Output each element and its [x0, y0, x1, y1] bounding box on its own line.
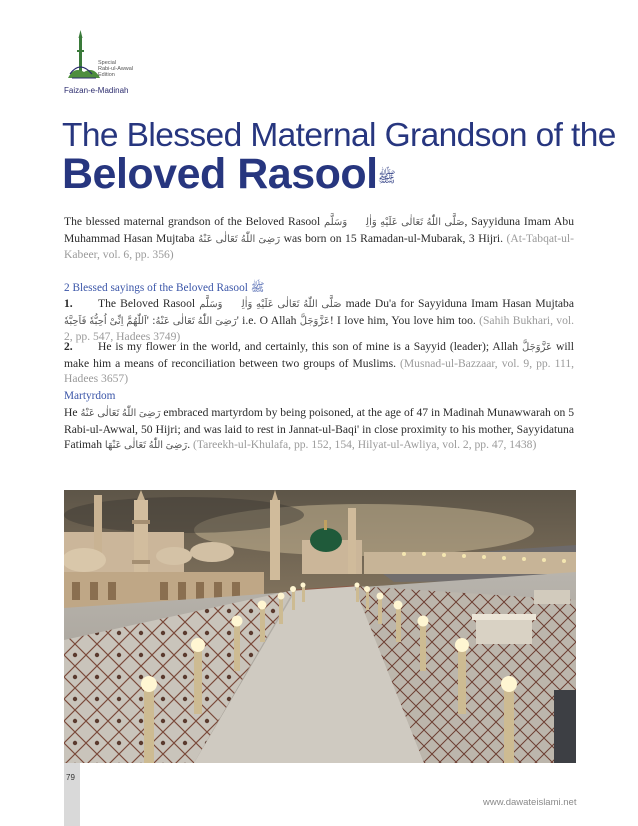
page-title-line1: The Blessed Maternal Grandson of the — [62, 117, 616, 154]
saying-1-text-1: The Beloved Rasool — [98, 297, 200, 310]
mosque-minaret-icon — [64, 30, 104, 88]
intro-text-1: The blessed maternal grandson of the Beloved Rasool — [64, 215, 324, 228]
intro-text-2: , Sayyiduna Imam Abu Muhammad Hasan Mujtaba — [64, 215, 574, 245]
saying-1-text-3: : ' — [146, 313, 156, 327]
intro-arabic-1: صَلَّى اللّٰهُ تَعَالٰى عَلَيْهِ وَاٰلِهٖ وَسَلَّم — [323, 217, 465, 228]
saying-1-text-5: ! I love him, You love him too. — [329, 313, 480, 327]
page-title-main: Beloved Rasool — [62, 150, 378, 198]
martyrdom-paragraph — [64, 405, 574, 454]
saying-1-arabic-1: صَلَّى اللّٰهُ تَعَالٰى عَلَيْهِ وَاٰلِهٖ وَسَلَّم — [199, 299, 342, 310]
saying-1-arabic-3: اَللّٰهُمَّ اِنِّىْ اُحِبُّهٗ فَاَحِبَّهٗ — [64, 315, 147, 327]
saying-1-text-2: made Du'a for Sayyiduna Imam Hasan Mujtaba — [341, 297, 575, 310]
intro-paragraph — [64, 214, 574, 263]
martyrdom-arabic-2: رَضِىَ اللّٰهُ تَعَالٰى عَنْهَا — [104, 440, 188, 452]
saying-2-reference: (Musnad-ul-Bazzaar, vol. 9, pp. 111, Hadees 3657) — [64, 356, 575, 386]
edition-tag — [98, 60, 133, 78]
intro-reference: (At-Tabqat-ul-Kabeer, vol. 6, pp. 356) — [64, 231, 574, 262]
saying-1-arabic-2: رَضِىَ اللّٰهُ تَعَالٰى عَنْهُ — [155, 315, 237, 327]
mosque-courtyard-illustration — [64, 490, 576, 763]
saying-number-2: 2. — [64, 340, 73, 353]
saying-1-arabic-4: عَزَّوَجَلَّ — [299, 315, 330, 327]
edition-tag-line3: Edition — [98, 72, 115, 78]
saying-item-1 — [64, 296, 574, 345]
martyrdom-heading: Martyrdom — [64, 390, 116, 402]
page-title-line2 — [62, 151, 602, 197]
edition-tag-line2: Rabi-ul-Awwal — [98, 66, 134, 72]
saying-1-text-4: ' i.e. O Allah — [236, 313, 300, 327]
martyrdom-text-3: . — [187, 438, 194, 452]
edition-tag-line1: Special — [98, 60, 117, 66]
martyrdom-reference: (Tareekh-ul-Khulafa, pp. 152, 154, Hilyat-ul-Awliya, vol. 2, pp. 47, 1438) — [193, 438, 537, 452]
martyrdom-text-1: He — [64, 406, 81, 419]
saying-1-reference: (Sahih Bukhari, vol. 2, pp. 547, Hadees 3749) — [64, 313, 574, 344]
sayings-heading-text: 2 Blessed sayings of the Beloved Rasool — [64, 282, 248, 294]
saying-2-text-2: will make him a means of reconciliation between two groups of Muslims. — [64, 340, 574, 370]
brand-name: Faizan-e-Madinah — [64, 86, 129, 95]
saying-2-arabic-1: عَزَّوَجَلَّ — [522, 342, 553, 353]
page-number: 79 — [66, 773, 75, 782]
salutation-glyph: ﷺ — [377, 169, 396, 186]
martyrdom-text-2: embraced martyrdom by being poisoned, at the age of 47 in Madinah Munawwarah on 5 Rabi-ul-Awwal, 50 Hijri; and was laid to rest in Jannat-ul-Baqi' in close proximity to his mother, Sayyidatuna Fatimah — [64, 406, 574, 452]
sayings-heading-salutation: ﷺ — [250, 282, 265, 294]
saying-2-text-1: He is my flower in the world, and certainly, this son of mine is a Sayyid (leader); Allah — [98, 340, 522, 353]
mosque-courtyard-photo — [64, 490, 576, 763]
saying-number-1: 1. — [64, 297, 73, 310]
edition-logo — [64, 30, 134, 94]
martyrdom-arabic-1: رَضِىَ اللّٰهُ تَعَالٰى عَنْهُ — [80, 408, 161, 419]
sayings-heading — [64, 280, 264, 297]
website-url: www.dawateislami.net — [483, 797, 577, 808]
saying-item-2 — [64, 339, 574, 387]
intro-arabic-2: رَضِىَ اللّٰهُ تَعَالٰى عَنْهُ — [198, 233, 281, 245]
intro-text-3: was born on 15 Ramadan-ul-Mubarak, 3 Hijri. — [280, 231, 507, 245]
